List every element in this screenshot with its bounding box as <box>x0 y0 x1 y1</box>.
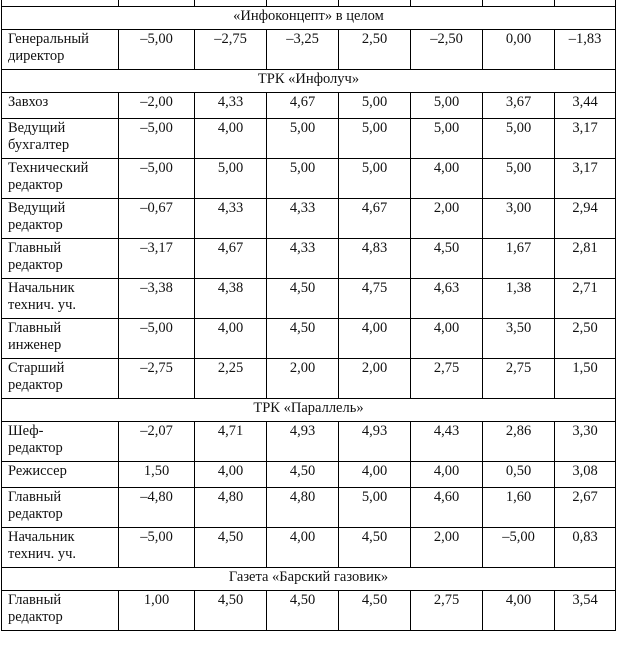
role-label-line: директор <box>8 48 65 64</box>
role-label-line: Технический <box>8 160 89 176</box>
value-cell: 2,50 <box>339 30 411 70</box>
table-row <box>2 319 616 359</box>
value-cell: 5,00 <box>267 159 339 199</box>
value-cell: 5,00 <box>339 119 411 159</box>
value-cell: 4,67 <box>267 93 339 119</box>
value-cell: –5,00 <box>483 528 555 568</box>
value-cell: 4,63 <box>411 279 483 319</box>
value-cell: 2,00 <box>411 528 483 568</box>
value-cell: –5,00 <box>119 159 195 199</box>
role-label-line: технич. уч. <box>8 297 77 313</box>
value-cell: 4,80 <box>267 488 339 528</box>
value-cell: 2,75 <box>411 359 483 399</box>
value-cell: 1,50 <box>555 359 616 399</box>
value-cell: –3,38 <box>119 279 195 319</box>
value-cell: 2,86 <box>483 422 555 462</box>
role-label-line: Генеральный <box>8 31 89 47</box>
value-cell: 1,38 <box>483 279 555 319</box>
document-page <box>1 0 615 631</box>
value-cell: 2,81 <box>555 239 616 279</box>
section-title: «Инфоконцепт» в целом <box>2 7 616 30</box>
value-cell: –3,17 <box>119 239 195 279</box>
role-cell <box>2 30 119 70</box>
value-cell: 1,67 <box>483 239 555 279</box>
value-cell: 3,44 <box>555 93 616 119</box>
table-row <box>2 528 616 568</box>
role-label-line: редактор <box>8 257 63 273</box>
value-cell: 5,00 <box>411 119 483 159</box>
role-label-line: редактор <box>8 609 63 625</box>
value-cell: 4,33 <box>195 93 267 119</box>
table-row <box>2 422 616 462</box>
section-title: Газета «Барский газовик» <box>2 568 616 591</box>
table-row <box>2 159 616 199</box>
value-cell: 4,00 <box>411 462 483 488</box>
value-cell: –2,00 <box>119 93 195 119</box>
value-cell: 3,17 <box>555 159 616 199</box>
role-cell <box>2 422 119 462</box>
value-cell: 2,75 <box>483 359 555 399</box>
value-cell: –5,00 <box>119 30 195 70</box>
value-cell: –0,67 <box>119 199 195 239</box>
value-cell: 4,93 <box>339 422 411 462</box>
role-label-line: редактор <box>8 506 63 522</box>
value-cell: 4,50 <box>411 239 483 279</box>
value-cell: –5,00 <box>119 319 195 359</box>
value-cell: –2,75 <box>195 30 267 70</box>
role-cell <box>2 488 119 528</box>
value-cell: 4,00 <box>267 528 339 568</box>
value-cell: 3,17 <box>555 119 616 159</box>
value-cell: –5,00 <box>119 119 195 159</box>
value-cell: 4,71 <box>195 422 267 462</box>
table-row <box>2 279 616 319</box>
value-cell: 2,25 <box>195 359 267 399</box>
value-cell: 2,71 <box>555 279 616 319</box>
value-cell: 3,67 <box>483 93 555 119</box>
value-cell: 4,00 <box>339 319 411 359</box>
value-cell: 5,00 <box>339 159 411 199</box>
value-cell: 4,50 <box>267 462 339 488</box>
value-cell: 5,00 <box>267 119 339 159</box>
value-cell: –2,50 <box>411 30 483 70</box>
role-cell <box>2 359 119 399</box>
value-cell: 2,50 <box>555 319 616 359</box>
section-title: ТРК «Параллель» <box>2 399 616 422</box>
value-cell: 1,00 <box>119 591 195 631</box>
table-row <box>2 30 616 70</box>
table-row <box>2 119 616 159</box>
role-label-line: редактор <box>8 440 63 456</box>
role-label-line: технич. уч. <box>8 546 77 562</box>
role-label-line: бухгалтер <box>8 137 70 153</box>
role-cell <box>2 239 119 279</box>
table-row <box>2 239 616 279</box>
role-label-line: Завхоз <box>8 94 49 110</box>
value-cell: 2,00 <box>267 359 339 399</box>
value-cell: 4,38 <box>195 279 267 319</box>
section-title: ТРК «Инфолуч» <box>2 70 616 93</box>
value-cell: 0,83 <box>555 528 616 568</box>
value-cell: 3,54 <box>555 591 616 631</box>
role-cell <box>2 591 119 631</box>
role-label-line: Ведущий <box>8 200 66 216</box>
role-cell <box>2 319 119 359</box>
value-cell: 4,50 <box>267 591 339 631</box>
value-cell: 4,50 <box>339 528 411 568</box>
role-label-line: Ведущий <box>8 120 66 136</box>
value-cell: 0,00 <box>483 30 555 70</box>
section-header-row <box>2 70 616 93</box>
role-cell <box>2 279 119 319</box>
value-cell: 4,33 <box>195 199 267 239</box>
value-cell: 4,00 <box>411 319 483 359</box>
value-cell: 4,33 <box>267 239 339 279</box>
table-row <box>2 199 616 239</box>
value-cell: 0,50 <box>483 462 555 488</box>
value-cell: –2,75 <box>119 359 195 399</box>
value-cell: –2,07 <box>119 422 195 462</box>
role-label-line: редактор <box>8 217 63 233</box>
section-header-row <box>2 399 616 422</box>
role-label-line: Старший <box>8 360 65 376</box>
section-header-row <box>2 7 616 30</box>
value-cell: 4,83 <box>339 239 411 279</box>
value-cell: 1,50 <box>119 462 195 488</box>
role-cell <box>2 119 119 159</box>
role-label-line: редактор <box>8 377 63 393</box>
role-label-line: редактор <box>8 177 63 193</box>
value-cell: 5,00 <box>339 93 411 119</box>
value-cell: –1,83 <box>555 30 616 70</box>
value-cell: 5,00 <box>195 159 267 199</box>
table-row <box>2 488 616 528</box>
value-cell: 5,00 <box>483 119 555 159</box>
section-header-row <box>2 568 616 591</box>
value-cell: 2,67 <box>555 488 616 528</box>
value-cell: 4,93 <box>267 422 339 462</box>
role-cell <box>2 199 119 239</box>
value-cell: 1,60 <box>483 488 555 528</box>
scores-table <box>1 0 616 631</box>
role-cell <box>2 159 119 199</box>
role-label-line: Главный <box>8 592 62 608</box>
value-cell: –4,80 <box>119 488 195 528</box>
value-cell: 4,67 <box>339 199 411 239</box>
table-row <box>2 359 616 399</box>
value-cell: 2,94 <box>555 199 616 239</box>
role-label-line: Главный <box>8 489 62 505</box>
value-cell: 4,75 <box>339 279 411 319</box>
value-cell: 5,00 <box>483 159 555 199</box>
role-label-line: Начальник <box>8 529 75 545</box>
role-label-line: Начальник <box>8 280 75 296</box>
value-cell: 4,43 <box>411 422 483 462</box>
value-cell: 3,30 <box>555 422 616 462</box>
role-cell <box>2 93 119 119</box>
value-cell: –3,25 <box>267 30 339 70</box>
value-cell: 4,50 <box>195 528 267 568</box>
value-cell: 4,50 <box>267 319 339 359</box>
value-cell: 4,80 <box>195 488 267 528</box>
value-cell: 5,00 <box>411 93 483 119</box>
role-label-line: инженер <box>8 337 62 353</box>
value-cell: 2,75 <box>411 591 483 631</box>
value-cell: 4,00 <box>195 119 267 159</box>
value-cell: 3,00 <box>483 199 555 239</box>
value-cell: 4,00 <box>483 591 555 631</box>
value-cell: 4,00 <box>195 319 267 359</box>
value-cell: 4,00 <box>339 462 411 488</box>
value-cell: 4,00 <box>195 462 267 488</box>
value-cell: –5,00 <box>119 528 195 568</box>
value-cell: 3,08 <box>555 462 616 488</box>
role-cell <box>2 528 119 568</box>
table-row <box>2 591 616 631</box>
value-cell: 4,50 <box>339 591 411 631</box>
value-cell: 2,00 <box>339 359 411 399</box>
role-cell <box>2 462 119 488</box>
value-cell: 4,67 <box>195 239 267 279</box>
value-cell: 3,50 <box>483 319 555 359</box>
role-label-line: Режиссер <box>8 463 67 479</box>
role-label-line: Шеф- <box>8 423 44 439</box>
value-cell: 4,60 <box>411 488 483 528</box>
role-label-line: Главный <box>8 320 62 336</box>
value-cell: 4,50 <box>195 591 267 631</box>
table-row <box>2 93 616 119</box>
value-cell: 4,00 <box>411 159 483 199</box>
value-cell: 2,00 <box>411 199 483 239</box>
value-cell: 5,00 <box>339 488 411 528</box>
value-cell: 4,50 <box>267 279 339 319</box>
table-row <box>2 462 616 488</box>
value-cell: 4,33 <box>267 199 339 239</box>
role-label-line: Главный <box>8 240 62 256</box>
